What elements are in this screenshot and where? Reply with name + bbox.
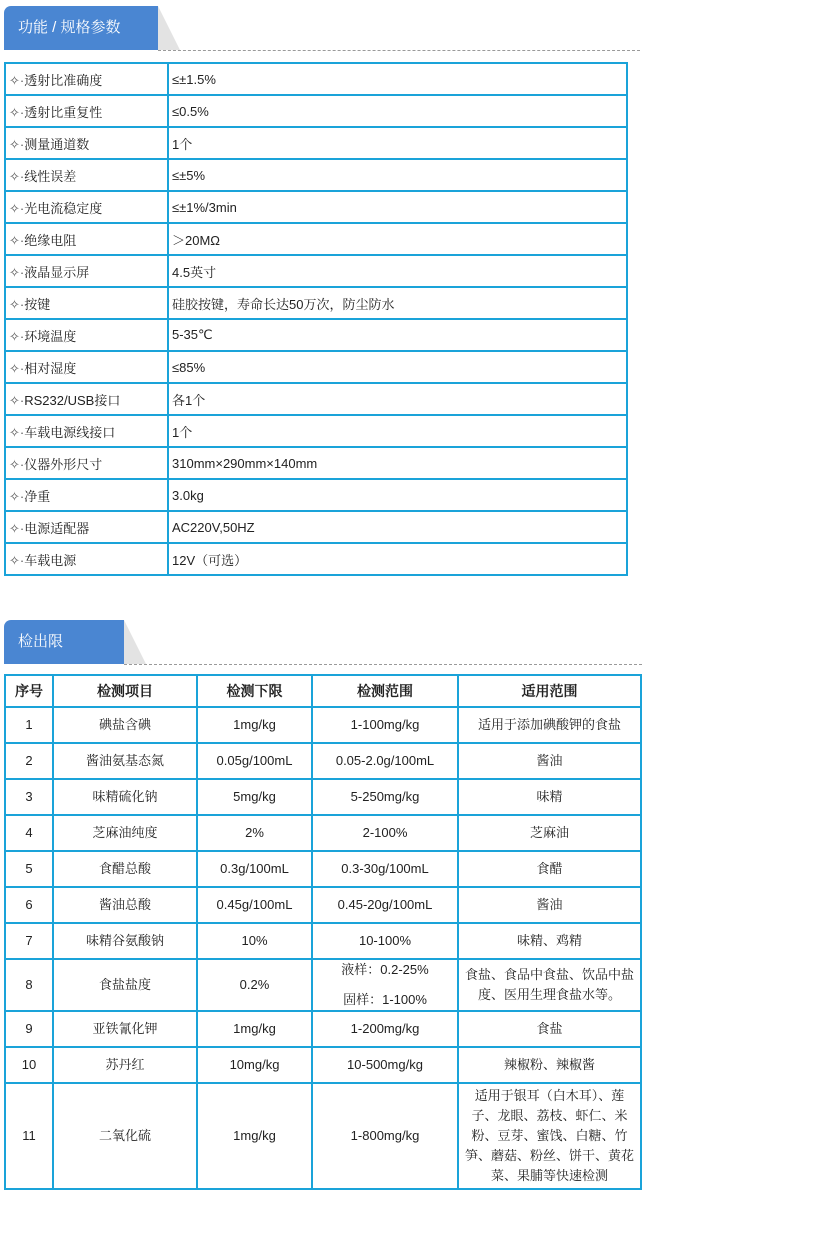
row-number: 3 [5,779,53,815]
spec-row [5,63,627,95]
range-line: 2-100% [362,825,408,840]
range-line: 0.45-20g/100mL [337,897,433,912]
spec-value: ＞20MΩ [168,223,627,255]
spec-section-title: 功能 / 规格参数 [4,6,158,50]
spec-row [5,319,627,351]
lower-limit: 1mg/kg [197,707,312,743]
spec-row [5,127,627,159]
range-line: 1-200mg/kg [350,1021,420,1036]
spec-key [5,351,168,383]
header-divider [124,664,642,665]
diamond-bullet-icon: ✧· [9,72,25,88]
lower-limit: 10mg/kg [197,1047,312,1083]
spec-value: 1个 [168,415,627,447]
row-number: 11 [5,1083,53,1189]
spec-value: 5-35℃ [168,319,627,351]
spec-row [5,191,627,223]
diamond-bullet-icon: ✧· [9,552,25,568]
range-line: 液样：0.2-25% [341,962,429,977]
column-header: 检测项目 [53,675,197,707]
test-item: 味精硫化钠 [53,779,197,815]
applicable-scope: 味精、鸡精 [458,923,641,959]
table-row [5,779,641,815]
diamond-bullet-icon: ✧· [9,520,25,536]
spec-key-label: 线性误差 [24,168,77,184]
diamond-bullet-icon: ✧· [9,360,25,376]
spec-row [5,383,627,415]
spec-row [5,479,627,511]
table-row [5,1083,641,1189]
spec-key [5,159,168,191]
spec-row [5,287,627,319]
detection-limit-table [4,674,642,1190]
spec-value: ≤±1.5% [168,63,627,95]
spec-key [5,95,168,127]
header-divider [158,50,640,51]
row-number: 1 [5,707,53,743]
spec-key-label: 透射比重复性 [24,104,103,120]
header-slant-decoration [124,620,146,664]
row-number: 10 [5,1047,53,1083]
test-item: 苏丹红 [53,1047,197,1083]
applicable-scope: 酱油 [458,887,641,923]
lower-limit: 2% [197,815,312,851]
diamond-bullet-icon: ✧· [9,456,25,472]
diamond-bullet-icon: ✧· [9,232,25,248]
row-number: 7 [5,923,53,959]
spec-value: 各1个 [168,383,627,415]
spec-row [5,95,627,127]
applicable-scope: 食盐、食品中食盐、饮品中盐度、医用生理食盐水等。 [458,959,641,1011]
spec-value: ≤0.5% [168,95,627,127]
range-line: 5-250mg/kg [350,789,420,804]
spec-value: 4.5英寸 [168,255,627,287]
applicable-scope: 适用于添加碘酸钾的食盐 [458,707,641,743]
diamond-bullet-icon: ✧· [9,296,25,312]
applicable-scope: 酱油 [458,743,641,779]
column-header: 检测范围 [312,675,458,707]
spec-row [5,159,627,191]
row-number: 2 [5,743,53,779]
test-item: 芝麻油纯度 [53,815,197,851]
spec-value: ≤85% [168,351,627,383]
spec-key [5,447,168,479]
diamond-bullet-icon: ✧· [9,328,25,344]
table-row [5,959,641,1011]
spec-value: 310mm×290mm×140mm [168,447,627,479]
spec-key [5,415,168,447]
spec-key [5,255,168,287]
spec-key-label: 透射比准确度 [24,72,103,88]
test-item: 食醋总酸 [53,851,197,887]
spec-row [5,255,627,287]
spec-key-label: 车载电源 [24,552,77,568]
diamond-bullet-icon: ✧· [9,424,25,440]
row-number: 5 [5,851,53,887]
spec-key-label: 净重 [24,488,51,504]
lower-limit: 0.3g/100mL [197,851,312,887]
spec-key [5,319,168,351]
range-line: 10-500mg/kg [347,1057,423,1072]
spec-value: ≤±5% [168,159,627,191]
table-row [5,887,641,923]
table-row [5,851,641,887]
lower-limit: 0.05g/100mL [197,743,312,779]
applicable-scope: 味精 [458,779,641,815]
range-line: 0.3-30g/100mL [341,861,429,876]
spec-row [5,415,627,447]
lower-limit: 0.2% [197,959,312,1011]
lower-limit: 5mg/kg [197,779,312,815]
spec-key [5,127,168,159]
row-number: 4 [5,815,53,851]
test-item: 碘盐含碘 [53,707,197,743]
detect-section-title: 检出限 [4,620,124,664]
spec-value: 3.0kg [168,479,627,511]
spec-key [5,191,168,223]
test-item: 食盐盐度 [53,959,197,1011]
lower-limit: 1mg/kg [197,1083,312,1189]
applicable-scope: 芝麻油 [458,815,641,851]
spec-key-label: 按键 [24,296,51,312]
detection-range [312,779,458,815]
spec-key [5,511,168,543]
spec-key-label: 相对湿度 [24,360,77,376]
spec-value: ≤±1%/3min [168,191,627,223]
spec-key-label: 电源适配器 [24,520,90,536]
table-row [5,815,641,851]
diamond-bullet-icon: ✧· [9,200,25,216]
spec-table [4,62,628,576]
diamond-bullet-icon: ✧· [9,104,25,120]
spec-value: 硅胶按键，寿命长达50万次，防尘防水 [168,287,627,319]
spec-key [5,287,168,319]
lower-limit: 10% [197,923,312,959]
row-number: 6 [5,887,53,923]
applicable-scope: 食盐 [458,1011,641,1047]
range-line: 0.05-2.0g/100mL [335,753,435,768]
test-item: 味精谷氨酸钠 [53,923,197,959]
diamond-bullet-icon: ✧· [9,136,25,152]
detection-range [312,1083,458,1189]
detection-range [312,851,458,887]
spec-key [5,63,168,95]
lower-limit: 1mg/kg [197,1011,312,1047]
header-slant-decoration [158,6,180,50]
spec-key-label: 仪器外形尺寸 [24,456,103,472]
detection-range [312,1047,458,1083]
column-header: 检测下限 [197,675,312,707]
column-header: 适用范围 [458,675,641,707]
spec-key-label: 车载电源线接口 [24,424,116,440]
spec-key [5,543,168,575]
spec-key [5,479,168,511]
range-line: 10-100% [358,933,412,948]
spec-row [5,511,627,543]
range-line: 固样：1-100% [343,992,427,1007]
diamond-bullet-icon: ✧· [9,392,25,408]
spec-key-label: RS232/USB接口 [24,392,121,408]
test-item: 亚铁氰化钾 [53,1011,197,1047]
table-row [5,923,641,959]
diamond-bullet-icon: ✧· [9,264,25,280]
detection-range [312,815,458,851]
spec-value: 12V（可选） [168,543,627,575]
table-row [5,1011,641,1047]
spec-row [5,543,627,575]
detection-range [312,707,458,743]
spec-row [5,223,627,255]
detect-section-header [4,620,640,666]
column-header: 序号 [5,675,53,707]
spec-row [5,351,627,383]
spec-row [5,447,627,479]
table-row [5,1047,641,1083]
range-line: 1-100mg/kg [350,717,420,732]
spec-key [5,223,168,255]
spec-key [5,383,168,415]
detection-range [312,1011,458,1047]
row-number: 9 [5,1011,53,1047]
diamond-bullet-icon: ✧· [9,488,25,504]
applicable-scope: 食醋 [458,851,641,887]
spec-value: AC220V,50HZ [168,511,627,543]
spec-value: 1个 [168,127,627,159]
detection-range [312,959,458,1011]
spec-key-label: 液晶显示屏 [24,264,90,280]
test-item: 酱油总酸 [53,887,197,923]
range-line: 1-800mg/kg [350,1128,420,1143]
detection-range [312,923,458,959]
diamond-bullet-icon: ✧· [9,168,25,184]
table-row [5,707,641,743]
spec-key-label: 光电流稳定度 [24,200,103,216]
row-number: 8 [5,959,53,1011]
lower-limit: 0.45g/100mL [197,887,312,923]
spec-section-header [4,6,640,52]
spec-key-label: 环境温度 [24,328,77,344]
applicable-scope: 辣椒粉、辣椒酱 [458,1047,641,1083]
table-row [5,743,641,779]
spec-key-label: 绝缘电阻 [24,232,77,248]
spec-key-label: 测量通道数 [24,136,90,152]
test-item: 二氧化硫 [53,1083,197,1189]
detection-range [312,887,458,923]
applicable-scope: 适用于银耳（白木耳）、莲子、龙眼、荔枝、虾仁、米粉、豆芽、蜜饯、白糖、竹笋、蘑菇、粉丝、饼干、黄花菜、果脯等快速检测 [458,1083,641,1189]
test-item: 酱油氨基态氮 [53,743,197,779]
detection-range [312,743,458,779]
